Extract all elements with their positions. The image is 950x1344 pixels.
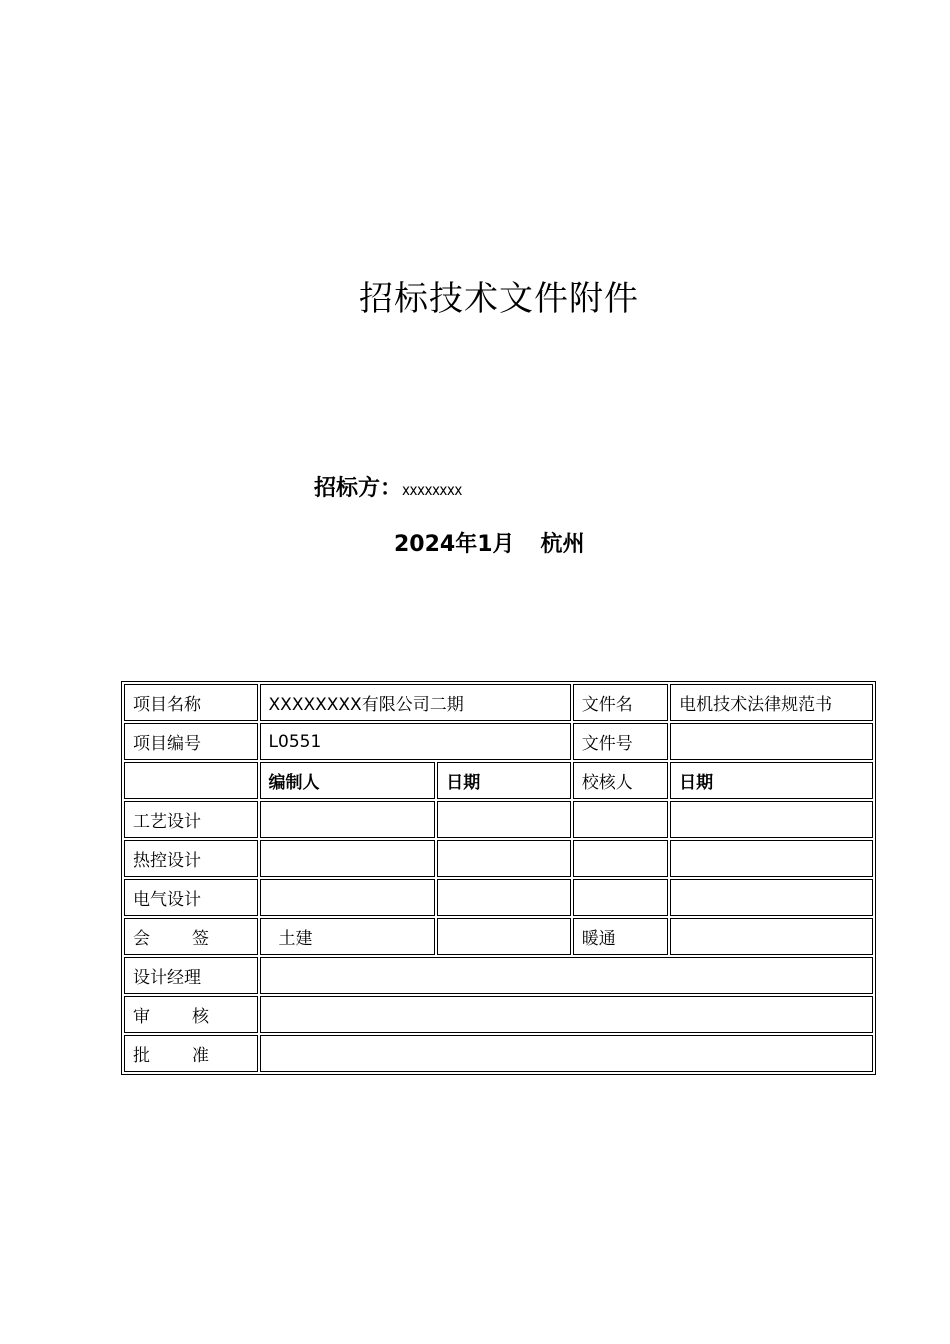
- countersign-label: [124, 918, 258, 955]
- empty-cell: [670, 879, 873, 916]
- approve-label: [124, 1035, 258, 1072]
- hvac-label: 暖通: [573, 918, 668, 955]
- design-manager-label: 设计经理: [124, 957, 258, 994]
- review-char: 核: [192, 1007, 209, 1027]
- empty-cell: [260, 996, 873, 1033]
- project-info-table: [121, 681, 876, 1075]
- empty-cell: [573, 840, 668, 877]
- project-name-label: 项目名称: [124, 684, 258, 721]
- bidder-line: [314, 472, 462, 506]
- file-no-label: 文件号: [573, 723, 668, 760]
- document-title: 招标技术文件附件: [359, 279, 639, 319]
- project-no-label: 项目编号: [124, 723, 258, 760]
- countersign-char: 会: [133, 929, 150, 949]
- table-row: [124, 801, 873, 838]
- table-row: [124, 684, 873, 721]
- empty-cell: [437, 918, 571, 955]
- electrical-design-label: 电气设计: [124, 879, 258, 916]
- file-name-label: 文件名: [573, 684, 668, 721]
- review-label: [124, 996, 258, 1033]
- file-no-value: [670, 723, 873, 760]
- process-design-label: 工艺设计: [124, 801, 258, 838]
- empty-cell: [670, 918, 873, 955]
- table-row: [124, 918, 873, 955]
- project-no-value: L0551: [260, 723, 571, 760]
- empty-cell: [437, 840, 571, 877]
- empty-cell: [437, 879, 571, 916]
- file-name-value: 电机技术法律规范书: [670, 684, 873, 721]
- table-header-row: [124, 762, 873, 799]
- date-header: 日期: [437, 762, 571, 799]
- project-name-value: XXXXXXXX有限公司二期: [260, 684, 571, 721]
- bidder-label: 招标方：: [314, 476, 403, 501]
- date-header: 日期: [670, 762, 873, 799]
- document-city: 杭州: [540, 532, 585, 557]
- review-char: 审: [133, 1007, 150, 1027]
- checker-header: 校核人: [573, 762, 668, 799]
- empty-cell: [437, 801, 571, 838]
- table-row: [124, 1035, 873, 1072]
- civil-label: 土建: [260, 918, 436, 955]
- table-row: [124, 840, 873, 877]
- countersign-char: 签: [192, 929, 209, 949]
- document-date: 2024年1月: [394, 532, 515, 557]
- empty-cell: [573, 801, 668, 838]
- bidder-value: xxxxxxxx: [402, 481, 462, 499]
- empty-cell: [573, 879, 668, 916]
- empty-cell: [260, 957, 873, 994]
- compiler-header: 编制人: [260, 762, 436, 799]
- empty-cell: [260, 879, 436, 916]
- empty-cell: [670, 801, 873, 838]
- approve-char: 准: [192, 1046, 209, 1066]
- empty-cell: [260, 801, 436, 838]
- empty-cell: [260, 1035, 873, 1072]
- table-row: [124, 723, 873, 760]
- table-row: [124, 957, 873, 994]
- approve-char: 批: [133, 1046, 150, 1066]
- table-row: [124, 879, 873, 916]
- table-row: [124, 996, 873, 1033]
- empty-cell: [260, 840, 436, 877]
- date-line: [394, 528, 585, 562]
- thermal-design-label: 热控设计: [124, 840, 258, 877]
- empty-cell: [124, 762, 258, 799]
- empty-cell: [670, 840, 873, 877]
